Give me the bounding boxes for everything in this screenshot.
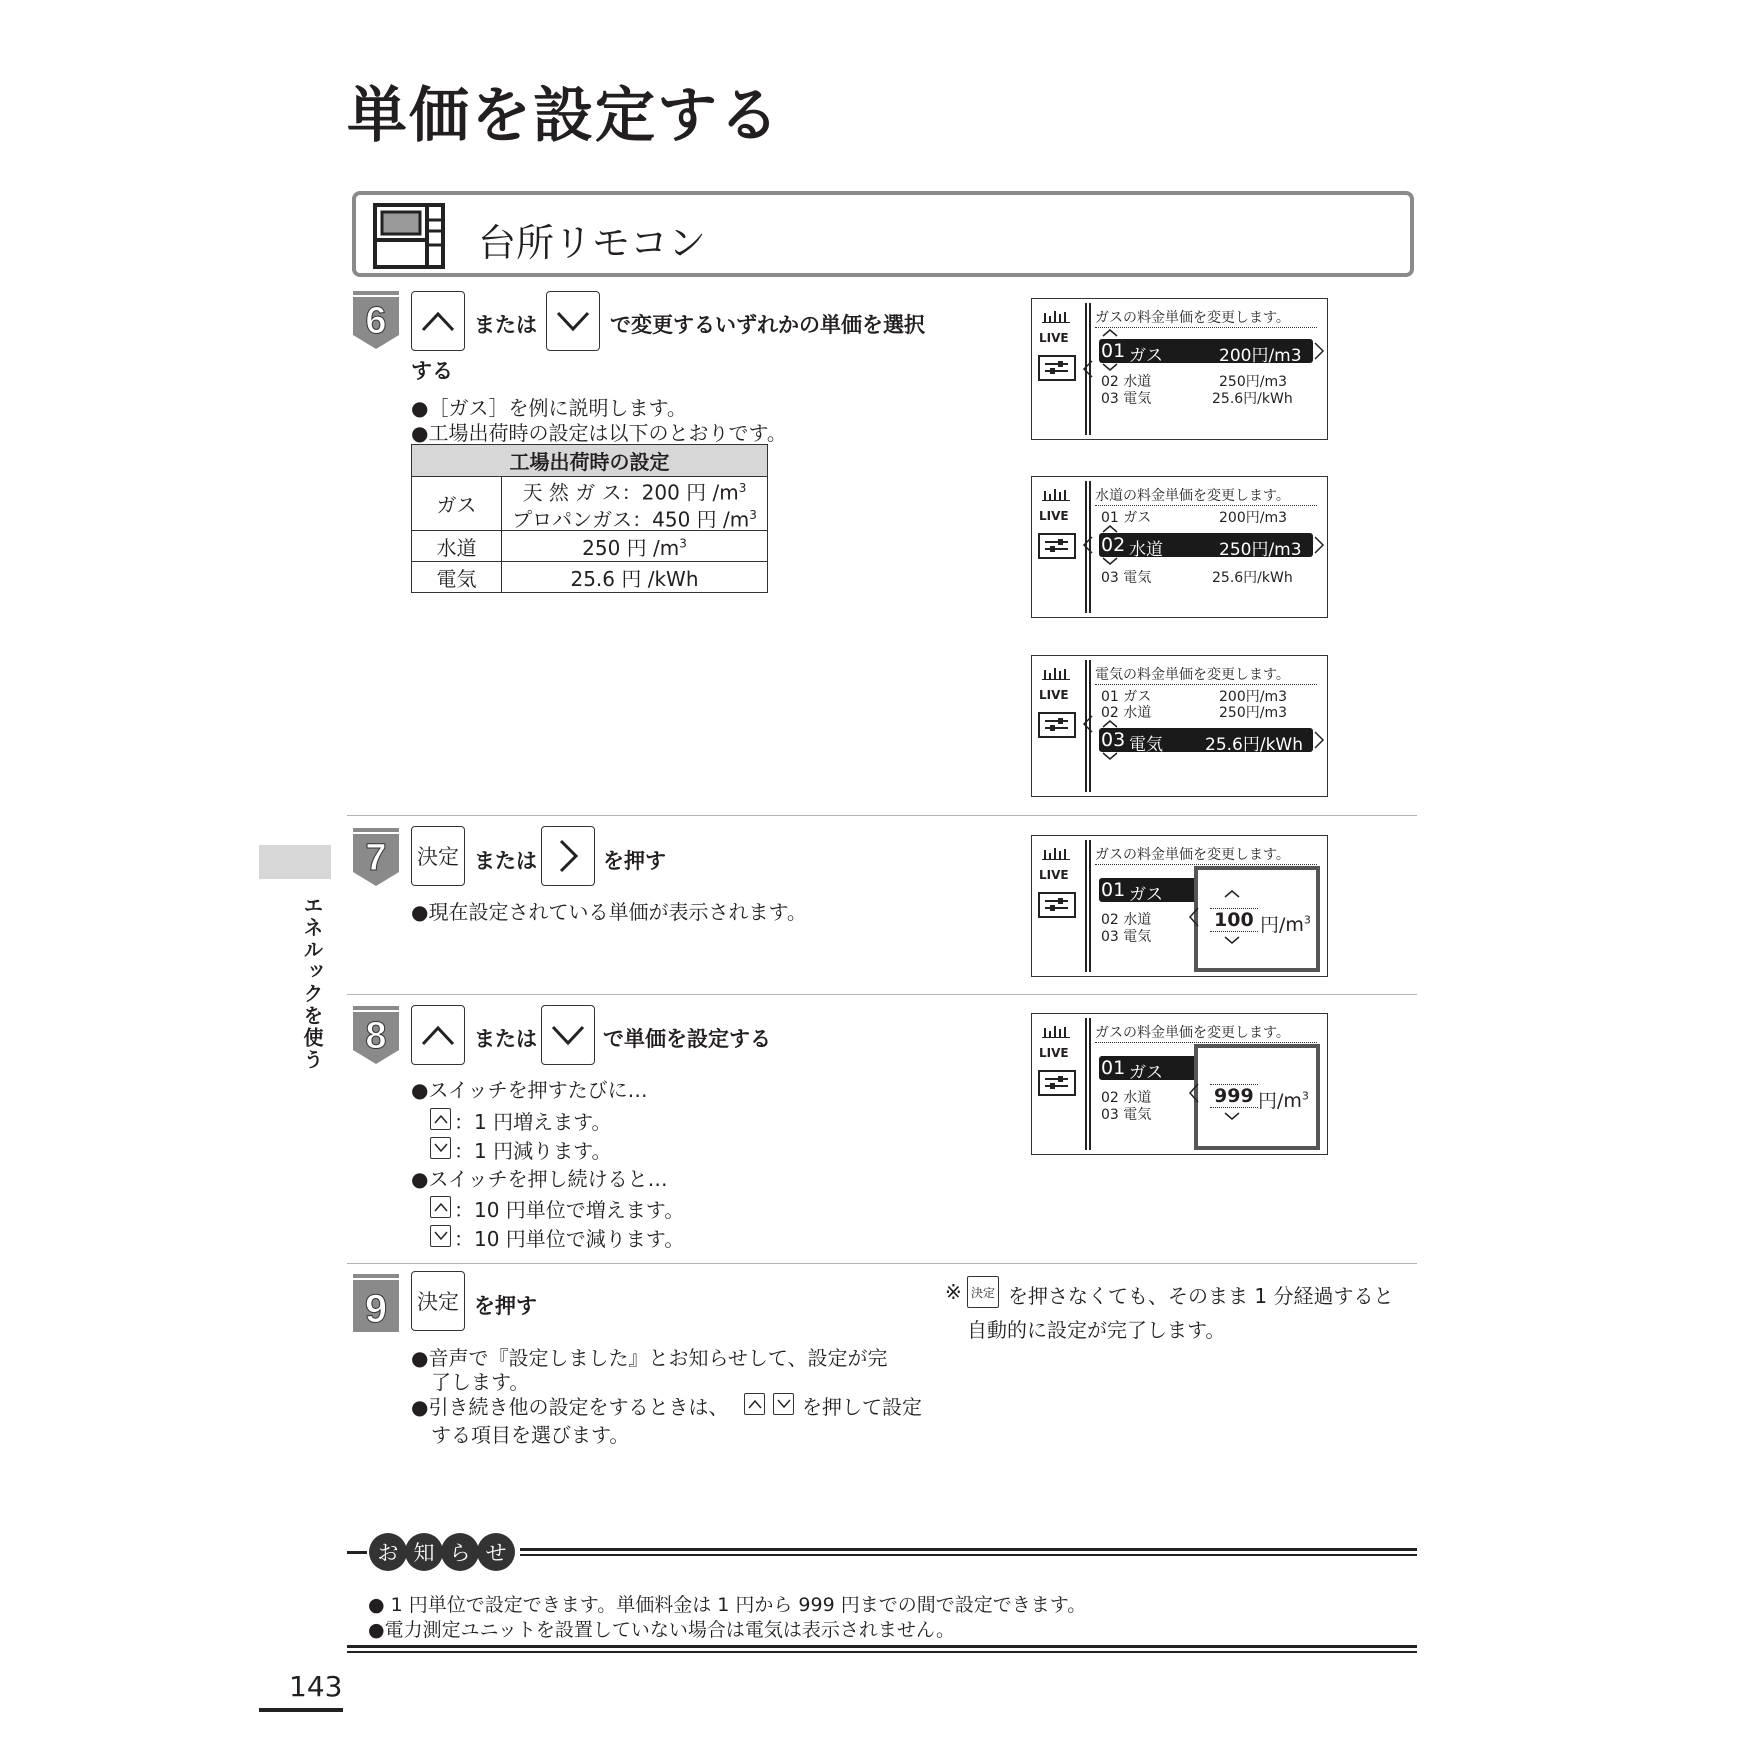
factory-settings-table — [411, 444, 768, 593]
table-row — [412, 477, 768, 531]
lcd-heading: ガスの料金単価を変更します。 — [1095, 310, 1290, 326]
divider — [347, 994, 1417, 995]
settings-tool-icon — [1038, 355, 1076, 381]
caret-up-icon — [1102, 329, 1118, 337]
note-mark: ※ — [945, 1280, 962, 1304]
lcd-screen-gas-edit-100: LIVE ガスの料金単価を変更します。 01 ガス 02 水道 03 電気 100 円$/m^3$ — [1031, 835, 1328, 977]
chevron-up-icon — [434, 1202, 448, 1212]
chevron-up-icon — [421, 310, 455, 332]
row-label: 電気 — [412, 562, 502, 593]
arrow-right-icon — [1313, 341, 1325, 361]
page-title: 単価を設定する — [347, 81, 781, 151]
chevron-up-icon — [434, 1114, 448, 1124]
up-key — [411, 291, 465, 351]
live-label: LIVE — [1039, 331, 1069, 345]
price-edit-box — [1194, 866, 1320, 972]
step-7-badge — [353, 828, 399, 886]
decide-key: 決定 — [411, 826, 465, 886]
down-key-small — [430, 1137, 451, 1159]
kitchen-remote-icon — [373, 203, 445, 269]
graph-icon — [1042, 846, 1070, 860]
info-rule-bottom — [347, 1645, 1417, 1648]
step-9-badge — [353, 1274, 399, 1332]
down-key — [541, 1005, 595, 1065]
lcd-selected-row: 02 水道 250円/m3 — [1099, 533, 1313, 557]
step-6-bullet-1: ●［ガス］を例に説明します。 — [411, 396, 687, 420]
info-char: お — [369, 1533, 407, 1571]
chevron-down-icon — [434, 1231, 448, 1241]
step-6-badge — [353, 291, 399, 349]
row-label: 水道 — [412, 531, 502, 562]
row-label: ガス — [412, 477, 502, 531]
caret-down-icon — [1102, 363, 1118, 371]
arrow-left-icon — [1082, 714, 1094, 734]
arrow-left-icon — [1082, 535, 1094, 555]
page-number-underline — [259, 1708, 343, 1712]
step-7-or: または — [474, 849, 537, 873]
chevron-right-icon — [557, 839, 579, 873]
step-6-or: または — [474, 313, 537, 337]
svg-text:9: 9 — [364, 1287, 388, 1331]
info-rule-left — [347, 1551, 367, 1554]
step-8-bullet-2: ●スイッチを押し続けると… — [411, 1167, 668, 1191]
step-8-instruction: で単価を設定する — [603, 1027, 771, 1051]
settings-tool-icon — [1038, 892, 1076, 918]
price-unit: 円$/m^3$ — [1260, 913, 1311, 936]
settings-tool-icon — [1038, 1070, 1076, 1096]
lcd-screen-electric-select: LIVE 電気の料金単価を変更します。 01 ガス 200円/m3 02 水道 250円/m3 03 電気 25.6円/kWh — [1031, 655, 1328, 797]
step-9-instruction: を押す — [474, 1294, 537, 1318]
step-8-badge — [353, 1006, 399, 1064]
up-key-small — [744, 1393, 765, 1415]
chevron-down-icon — [434, 1143, 448, 1153]
caret-up-icon — [1102, 525, 1118, 533]
up-key-small — [430, 1108, 451, 1130]
decide-key: 決定 — [411, 1271, 465, 1331]
note-line-2: 自動的に設定が完了します。 — [967, 1318, 1226, 1342]
info-line-1: ● 1 円単位で設定できます。単価料金は 1 円から 999 円までの間で設定できます。 — [368, 1594, 1087, 1616]
lcd-side-menu — [1032, 299, 1086, 439]
lcd-heading: ガスの料金単価を変更します。 — [1095, 847, 1290, 863]
chevron-up-icon — [748, 1399, 762, 1409]
lcd-screen-gas-select: LIVE ガスの料金単価を変更します。 01 ガス 200円/m3 02 水道 250円/m3 03 電気 25.6円/kWh — [1031, 298, 1328, 440]
caret-up-icon — [1102, 720, 1118, 728]
chevron-down-icon — [551, 1024, 585, 1046]
lcd-heading: 水道の料金単価を変更します。 — [1095, 488, 1290, 504]
step-7-bullet: ●現在設定されている単価が表示されます。 — [411, 900, 807, 924]
up-key-small — [430, 1196, 451, 1218]
table-header: 工場出荷時の設定 — [412, 445, 768, 477]
gas-natural-value: 天 然 ガ ス：200 円 /m — [522, 480, 739, 505]
down-key-small — [773, 1393, 794, 1415]
lcd-selected-row: 01 ガス — [1099, 878, 1199, 902]
caret-down-icon — [1102, 752, 1118, 760]
lcd-selected-row: 03 電気 25.6円/kWh — [1099, 728, 1313, 752]
step-6-bullet-2: ●工場出荷時の設定は以下のとおりです。 — [411, 421, 787, 445]
step-6-number: 6 — [365, 300, 387, 342]
note-line-1: を押さなくても、そのまま 1 分経過すると — [1008, 1284, 1394, 1308]
down-key — [546, 291, 600, 351]
step-9-bullet-1: ●音声で『設定しました』とお知らせして、設定が完 — [411, 1346, 888, 1370]
down-key-small — [430, 1225, 451, 1247]
graph-icon — [1042, 1024, 1070, 1038]
live-label: LIVE — [1039, 688, 1069, 702]
settings-tool-icon — [1038, 533, 1076, 559]
info-char: 知 — [405, 1533, 443, 1571]
live-label: LIVE — [1039, 509, 1069, 523]
arrow-left-icon — [1188, 906, 1200, 928]
caret-up-icon — [1224, 890, 1240, 898]
caret-down-icon — [1224, 936, 1240, 944]
right-key — [541, 826, 595, 886]
arrow-left-icon — [1082, 359, 1094, 379]
row-value: 250 円 $/m^3$ — [502, 531, 768, 562]
live-label: LIVE — [1039, 868, 1069, 882]
live-label: LIVE — [1039, 1046, 1069, 1060]
row-value: 25.6 円 /kWh — [502, 562, 768, 593]
side-tab-marker — [259, 845, 331, 879]
price-value: 100 — [1210, 908, 1258, 932]
device-label: 台所リモコン — [478, 221, 707, 265]
graph-icon — [1042, 666, 1070, 680]
divider — [347, 1263, 1417, 1264]
decide-key-small: 決定 — [967, 1276, 999, 1308]
info-line-2: ●電力測定ユニットを設置していない場合は電気は表示されません。 — [368, 1619, 955, 1641]
graph-icon — [1042, 487, 1070, 501]
divider — [347, 815, 1417, 816]
chevron-down-icon — [556, 310, 590, 332]
caret-down-icon — [1102, 557, 1118, 565]
chevron-down-icon — [777, 1399, 791, 1409]
lcd-screen-water-select: LIVE 水道の料金単価を変更します。 01 ガス 200円/m3 02 水道 250円/m3 03 電気 25.6円/kWh — [1031, 476, 1328, 618]
arrow-right-icon — [1313, 730, 1325, 750]
table-row — [412, 531, 768, 562]
lcd-heading: ガスの料金単価を変更します。 — [1095, 1025, 1290, 1041]
settings-tool-icon — [1038, 712, 1076, 738]
up-key — [411, 1005, 465, 1065]
step-9-bullet-2: ●引き続き他の設定をするときは、 — [411, 1395, 729, 1419]
step-7-instruction: を押す — [603, 849, 666, 873]
arrow-left-icon — [1188, 1082, 1200, 1104]
step-6-instruction-cont: する — [411, 359, 453, 383]
price-unit: 円$/m^3$ — [1258, 1089, 1309, 1112]
lcd-heading: 電気の料金単価を変更します。 — [1095, 667, 1290, 683]
price-value: 999 — [1210, 1084, 1258, 1108]
step-8-bullet-1: ●スイッチを押すたびに… — [411, 1078, 648, 1102]
info-char: せ — [477, 1533, 515, 1571]
lcd-selected-row: 01 ガス 200円/m3 — [1099, 339, 1313, 363]
lcd-selected-row: 01 ガス — [1099, 1056, 1199, 1080]
lcd-screen-gas-edit-999: LIVE ガスの料金単価を変更します。 01 ガス 02 水道 03 電気 999 円$/m^3$ — [1031, 1013, 1328, 1155]
info-rule — [520, 1548, 1417, 1551]
graph-icon — [1042, 309, 1070, 323]
page-number: 143 — [289, 1670, 343, 1703]
gas-propane-value: プロパンガス：450 円 /m — [512, 507, 750, 532]
svg-text:7: 7 — [365, 837, 387, 879]
step-6-instruction: で変更するいずれかの単価を選択 — [610, 313, 925, 337]
info-char: ら — [441, 1533, 479, 1571]
chevron-up-icon — [421, 1024, 455, 1046]
svg-text:8: 8 — [365, 1015, 387, 1057]
step-8-or: または — [474, 1027, 537, 1051]
row-value: 天 然 ガ ス：200 円 $/m^3$ プロパンガス：450 円 $/m^3$ — [502, 477, 768, 531]
caret-down-icon — [1224, 1112, 1240, 1120]
arrow-right-icon — [1313, 535, 1325, 555]
side-tab-label: エネルックを使う — [300, 895, 324, 1071]
device-header — [352, 191, 1414, 277]
price-edit-box — [1194, 1044, 1320, 1150]
table-row — [412, 562, 768, 593]
